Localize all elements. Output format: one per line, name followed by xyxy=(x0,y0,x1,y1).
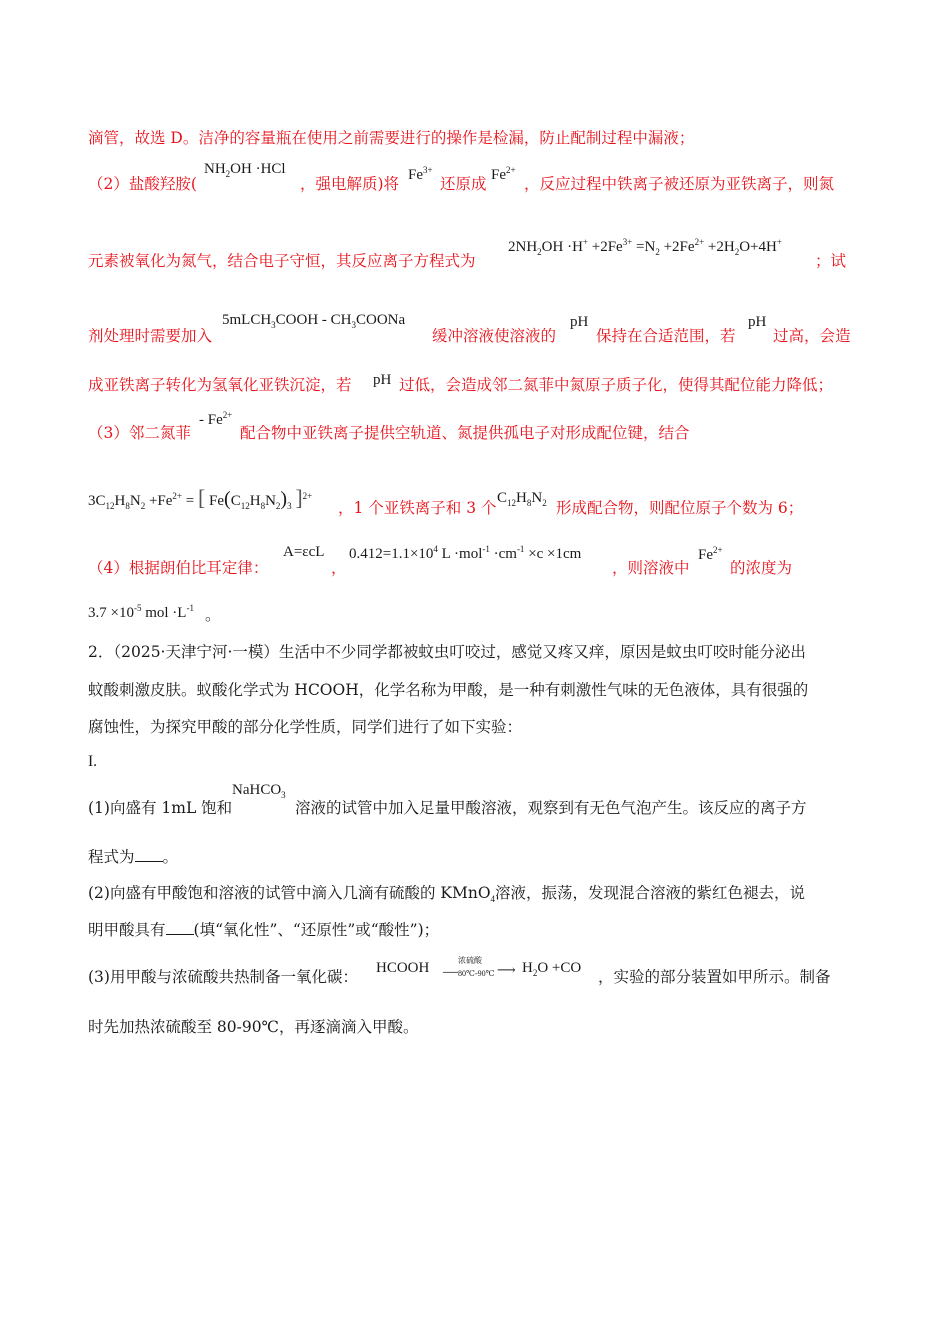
formula-phen: $C_{12}H_8N_2$ xyxy=(497,490,547,508)
formula-ionic-equation: $2NH_2OH \cdot H^+ +2Fe^{3+} =N_2 +2Fe^{2+} +2H_2O+4H^+$ xyxy=(508,237,782,257)
answer-line-2 xyxy=(88,174,197,194)
answer-line-2d: ，反应过程中铁离子被还原为亚铁离子，则氮 xyxy=(524,175,835,193)
text: 溶液，振荡，发现混合溶液的紫红色褪去，说 xyxy=(495,884,806,902)
formula-concentration: $3.7 \times 10^{-5}$ mol $\cdot L^{-1}$ xyxy=(88,603,194,621)
part-3-line-2: 时先加热浓硫酸至 80-90℃，再逐滴滴入甲酸。 xyxy=(88,1018,419,1036)
question-2-line-3: 腐蚀性，为探究甲酸的部分化学性质，同学们进行了如下实验： xyxy=(88,718,523,736)
arrow-head: ⟶ xyxy=(497,962,516,977)
part-3-line-1: (3)用甲酸与浓硫酸共热制备一氧化碳： xyxy=(88,968,358,986)
part-2-line-2 xyxy=(88,920,439,940)
answer-line-2b: ，强电解质)将 xyxy=(300,175,400,193)
text: （2）盐酸羟胺( xyxy=(88,175,197,193)
formula-beer-law: A=εcL xyxy=(283,544,325,560)
reaction-arrow: — xyxy=(443,964,458,980)
part-2-line-1: (2)向盛有甲酸饱和溶液的试管中滴入几滴有硫酸的 KMnO$_4$溶液，振荡，发现混合溶液的紫红色褪去，说 xyxy=(88,884,806,905)
formula-nh2oh-hcl: $NH_2OH \cdot HCl$ xyxy=(204,161,286,179)
formula-beer-calc: $0.412=1.1\times 10^4$ $L \cdot mol^{-1} \cdot cm^{-1} \times c \times 1cm$ xyxy=(349,544,582,562)
answer-line-5b: 过低，会造成邻二氮菲中氮原子质子化，使得其配位能力降低； xyxy=(399,376,834,394)
reaction-condition-bottom: 80℃-90℃ xyxy=(458,969,495,978)
text: 。 xyxy=(162,848,179,866)
answer-line-4: 剂处理时需要加入 xyxy=(88,327,213,345)
answer-line-7: ，1 个亚铁离子和 3 个 xyxy=(338,499,497,517)
formula-products: $H_2O +CO$ xyxy=(522,960,582,978)
answer-line-1: 滴管，故选 D。洁净的容量瓶在使用之前需要进行的操作是检漏，防止配制过程中漏液； xyxy=(88,129,695,147)
answer-line-8c: ，则溶液中 xyxy=(612,559,690,577)
formula-ph-2: pH xyxy=(748,314,767,330)
answer-line-7b: 形成配合物，则配位原子个数为 6； xyxy=(556,499,804,517)
answer-line-5: 成亚铁离子转化为氢氧化亚铁沉淀，若 xyxy=(88,376,352,394)
answer-line-3: 元素被氧化为氮气，结合电子守恒，其反应离子方程式为 xyxy=(88,252,476,270)
answer-line-4b: 缓冲溶液使溶液的 xyxy=(432,327,557,345)
answer-line-6: （3）邻二氮菲 xyxy=(88,424,191,442)
question-2-line-1: 2．（2025·天津宁河·一模）生活中不少同学都被蚊虫叮咬过，感觉又疼又痒，原因是蚊虫叮咬时能分泌出 xyxy=(88,643,806,661)
formula-fe3: $Fe^{3+}$ xyxy=(408,165,433,183)
answer-line-9: 。 xyxy=(205,606,221,624)
part-1-line-1b: 溶液的试管中加入足量甲酸溶液，观察到有无色气泡产生。该反应的离子方 xyxy=(295,799,807,817)
text: 程式为 xyxy=(88,848,135,866)
formula-nahco3: NaHCO$_3$ xyxy=(232,782,286,800)
formula-hcooh: HCOOH xyxy=(376,960,430,976)
formula-phen-fe: - $Fe^{2+}$ xyxy=(199,410,233,428)
answer-line-8b: ， xyxy=(331,559,347,577)
question-2-line-2: 蚊酸刺激皮肤。蚁酸化学式为 HCOOH，化学名称为甲酸，是一种有刺激性气味的无色液体，具有很强的 xyxy=(88,681,809,699)
formula-fe2-b: $Fe^{2+}$ xyxy=(698,545,723,563)
text: (填“氧化性”、“还原性”或“酸性”)； xyxy=(193,921,440,939)
formula-ph-1: pH xyxy=(570,314,589,330)
answer-line-3b: ；试 xyxy=(815,252,847,270)
answer-line-4c: 保持在合适范围，若 xyxy=(596,327,736,345)
part-3-line-1b: ，实验的部分装置如甲所示。制备 xyxy=(598,968,831,986)
answer-blank[interactable] xyxy=(135,847,163,862)
part-1-line-2 xyxy=(88,847,178,867)
answer-line-4d: 过高，会造 xyxy=(773,327,851,345)
formula-complex: $3C_{12}H_8N_2 +Fe^{2+}$ = [ $Fe(C_{12}H_8N_2)_3$ ]$^{2+}$ xyxy=(88,485,313,511)
formula-buffer: 5mLCH$_3$COOH - $CH_3COONa$ xyxy=(222,312,406,330)
answer-line-6b: 配合物中亚铁离子提供空轨道、氮提供孤电子对形成配位键，结合 xyxy=(240,424,690,442)
text: (2)向盛有甲酸饱和溶液的试管中滴入几滴有硫酸的 KMnO xyxy=(88,884,491,902)
section-roman-i: I. xyxy=(88,753,98,770)
formula-fe2: $Fe^{2+}$ xyxy=(491,165,516,183)
answer-line-8: （4）根据朗伯比耳定律： xyxy=(88,559,269,577)
reaction-condition-top: 浓硫酸 xyxy=(458,956,482,965)
answer-line-8d: 的浓度为 xyxy=(730,559,793,577)
formula-ph-3: pH xyxy=(373,372,392,388)
text: 明甲酸具有 xyxy=(88,921,166,939)
answer-line-2c: 还原成 xyxy=(440,175,487,193)
answer-blank[interactable] xyxy=(166,920,194,935)
part-1-line-1a: (1)向盛有 1mL 饱和 xyxy=(88,799,233,817)
